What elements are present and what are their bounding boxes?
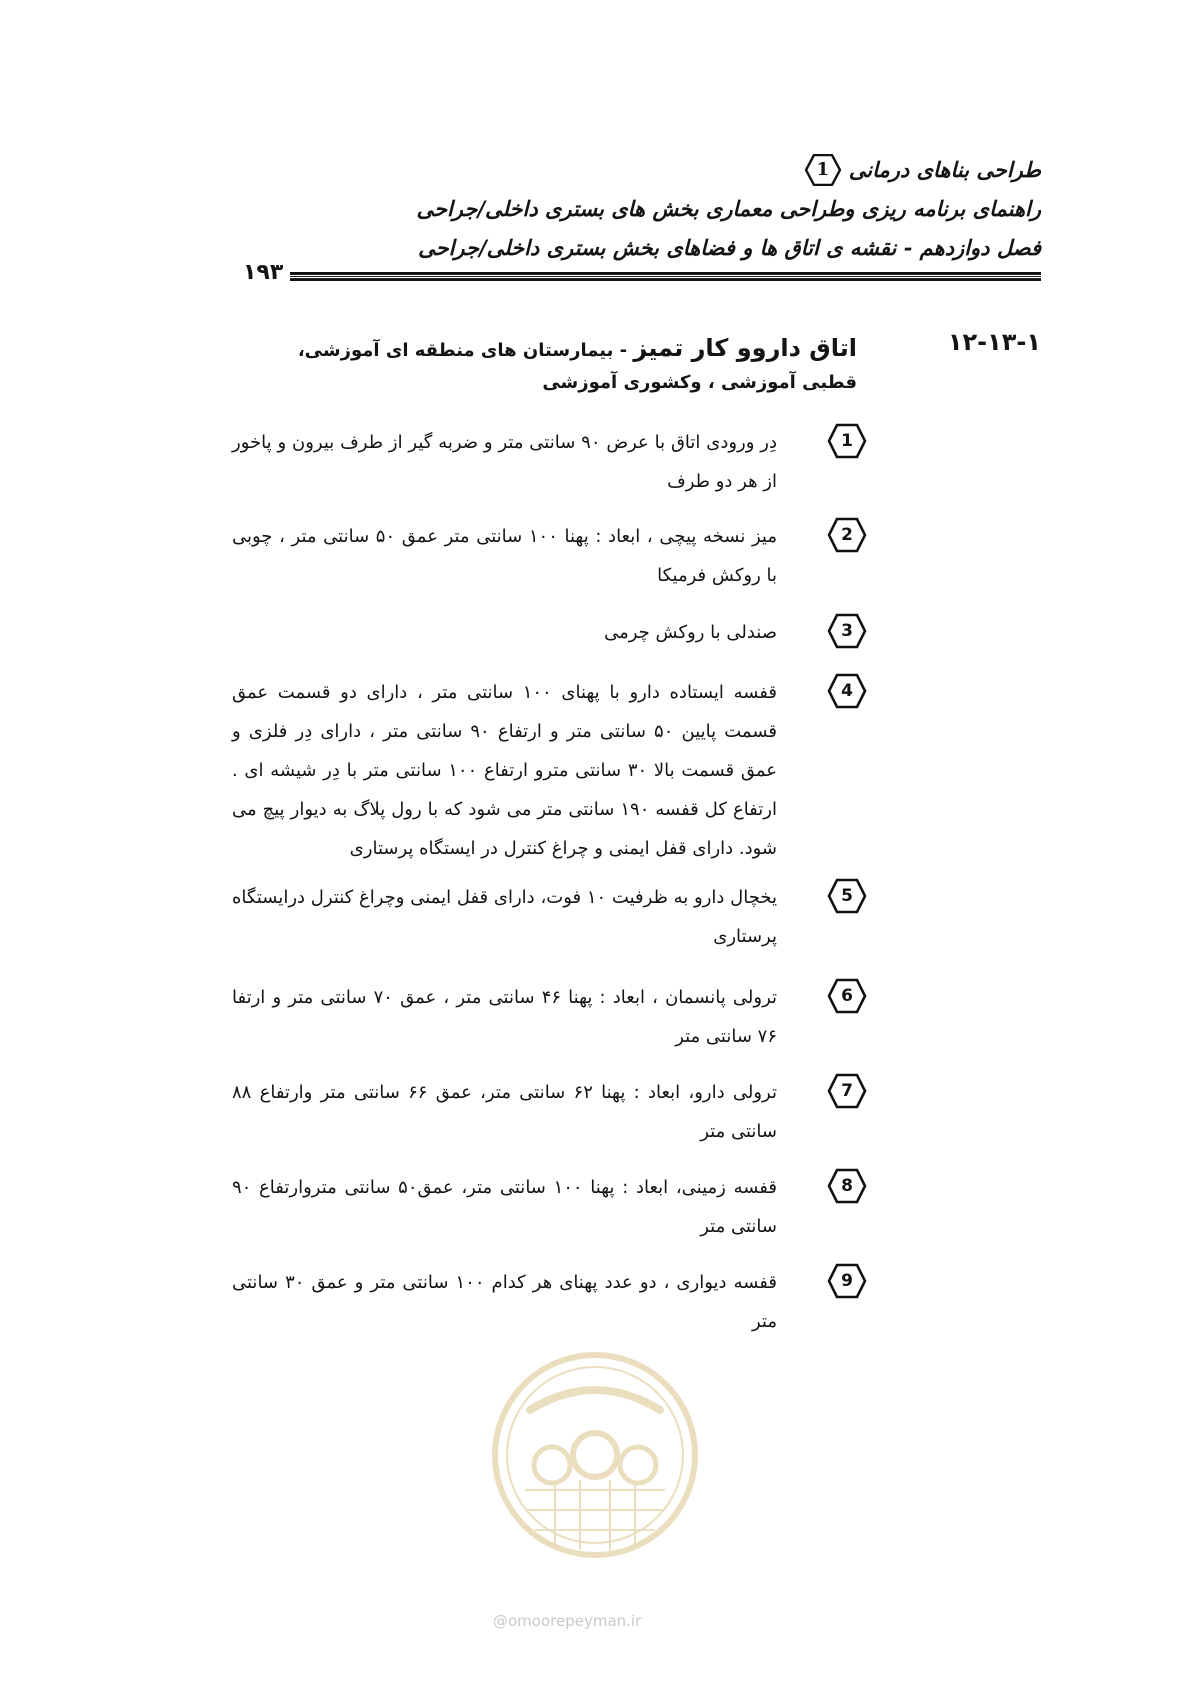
item-text: صندلی با روکش چرمی [604,622,777,643]
item-text: قفسه زمینی، ابعاد : پهنا ۱۰۰ سانتی متر، عمق۵۰ سانتی متروارتفاع ۹۰ سانتی متر [232,1177,777,1237]
watermark-logo [480,1340,710,1610]
item-number-badge: 9 [827,1263,867,1299]
watermark-url: @omoorepeyman.ir [493,1612,642,1630]
header-line-3: فصل دوازدهم - نقشه ی اتاق ها و فضاهای بخش بستری داخلی/جراحی [418,235,1041,260]
header-divider [290,272,1041,281]
header-line-1 [141,150,1041,189]
item-text: قفسه دیواری ، دو عدد پهنای هر کدام ۱۰۰ سانتی متر و عمق ۳۰ سانتی متر [232,1272,778,1332]
item-number-badge: 8 [827,1168,867,1204]
item-text: قفسه ایستاده دارو با پهنای ۱۰۰ سانتی متر ، دارای دو قسمت عمق قسمت پایین ۵۰ سانتی متر و ارتفاع ۹۰ سانتی متر ، دارای دِر فلزی و عمق قسمت بالا ۳۰ سانتی مترو ارتفاع ۱۰۰ سانتی متر با دِر شیشه ای . ارتفاع کل قفسه ۱۹۰ سانتی متر می شود که با رول پلاگ به دیوار پیچ می شود. دارای قفل ایمنی و چراغ کنترل در ایستگاه پرستاری [232,682,777,859]
item-list [0,423,1191,1423]
book-title: طراحی بناهای درمانی [848,157,1041,182]
item-text: ترولی دارو، ابعاد : پهنا ۶۲ سانتی متر، عمق ۶۶ سانتی متر وارتفاع ۸۸ سانتی متر [232,1082,778,1142]
item-text: دِر ورودی اتاق با عرض ۹۰ سانتی متر و ضربه گیر از طرف بیرون و پاخور از هر دو طرف [232,432,777,492]
item-number-badge: 1 [827,423,867,459]
header-line-2: راهنمای برنامه ریزی وطراحی معماری بخش های بستری داخلی/جراحی [416,196,1041,221]
item-text: ترولی پانسمان ، ابعاد : پهنا ۴۶ سانتی متر ، عمق ۷۰ سانتی متر و ارتفا ۷۶ سانتی متر [232,987,778,1047]
section-title-rest: - بیمارستان های منطقه ای آموزشی، قطبی آموزشی ، وکشوری آموزشی [297,340,857,393]
section-number: ۱۲-۱۳-۱ [947,328,1041,356]
volume-badge: 1 [805,154,841,186]
item-number-badge: 7 [827,1073,867,1109]
page-header [141,150,1041,267]
page-number: ۱۹۳ [243,260,284,285]
item-number-badge: 6 [827,978,867,1014]
item-number-badge: 2 [827,517,867,553]
item-number-badge: 4 [827,673,867,709]
section-title [277,332,857,399]
section-title-main: اتاق داروو کار تمیز [633,334,857,362]
item-text: یخچال دارو به ظرفیت ۱۰ فوت، دارای قفل ایمنی وچراغ کنترل درایستگاه پرستاری [232,887,777,947]
item-text: میز نسخه پیچی ، ابعاد : پهنا ۱۰۰ سانتی متر عمق ۵۰ سانتی متر ، چوبی با روکش فرمیکا [232,526,778,586]
item-number-badge: 5 [827,878,867,914]
item-number-badge: 3 [827,613,867,649]
